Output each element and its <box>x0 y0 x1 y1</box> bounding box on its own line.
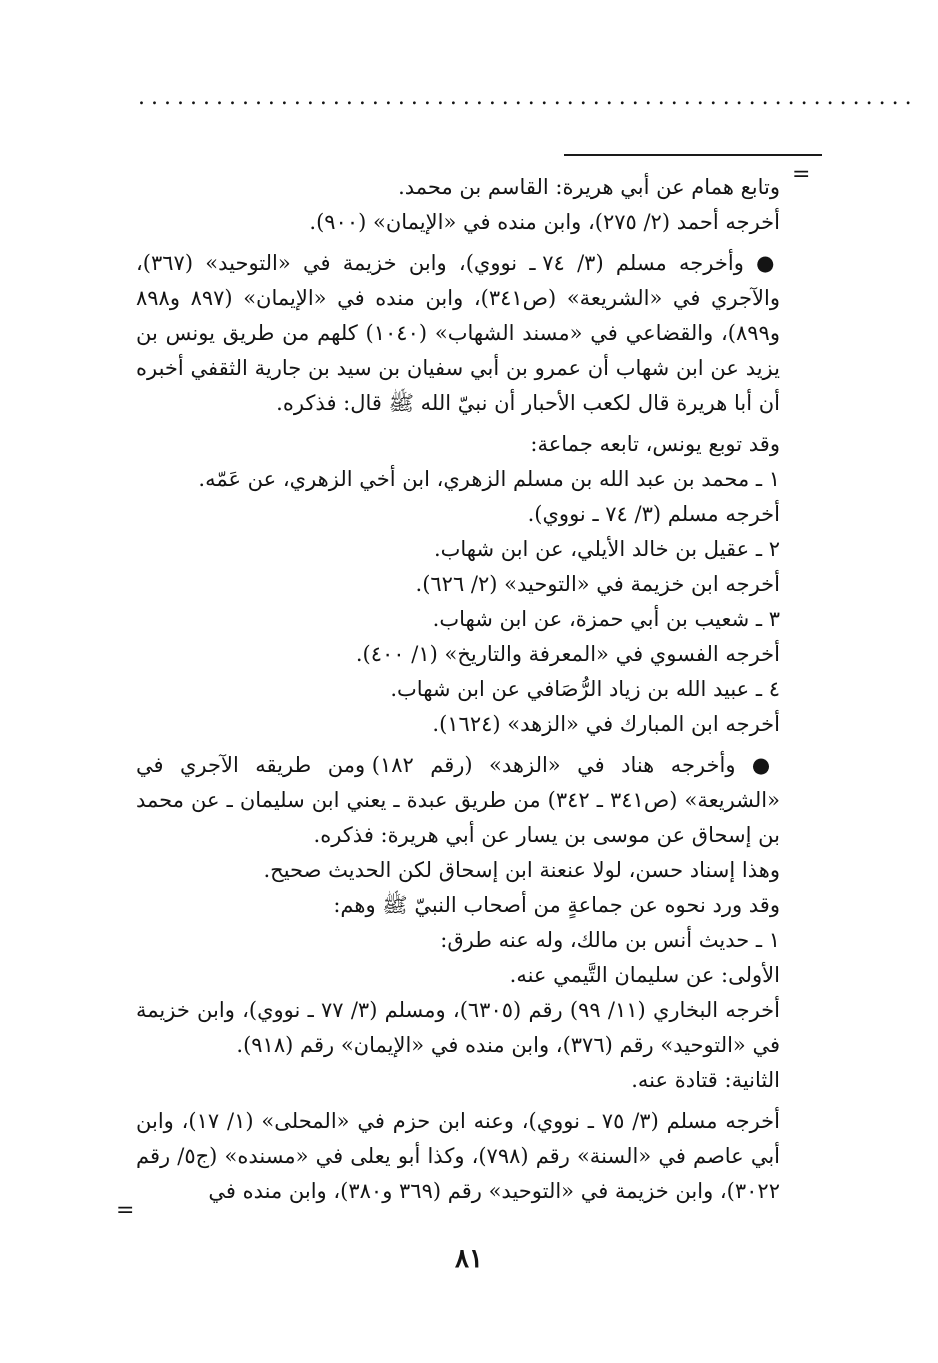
paragraph: أخرجه مسلم (٣/ ٧٤ ـ نووي). <box>527 502 780 526</box>
continuation-mark-bottom: = <box>116 1198 135 1223</box>
paragraph: أخرجه ابن المبارك في «الزهد» (١٦٢٤). <box>432 712 780 736</box>
paragraph: الثانية: قتادة عنه. <box>631 1068 780 1092</box>
paragraph: وهذا إسناد حسن، لولا عنعنة ابن إسحاق لكن الحديث صحيح. <box>263 858 780 882</box>
list-item: ٣ ـ شعيب بن أبي حمزة، عن ابن شهاب. <box>432 607 780 631</box>
continuation-mark-top: = <box>792 162 811 187</box>
dotted-separator: ............................................................ <box>138 85 918 110</box>
paragraph: أخرجه البخاري (١١/ ٩٩) رقم (٦٣٠٥)، ومسلم (٣/ ٧٧ ـ نووي)، وابن خزيمة في «التوحيد» رقم (٣٧٦)، وابن منده في «الإيمان» رقم (٩١٨). <box>136 998 780 1057</box>
paragraph: وقد توبع يونس، تابعه جماعة: <box>530 432 780 456</box>
list-item: ١ ـ حديث أنس بن مالك، وله عنه طرق: <box>440 928 780 952</box>
paragraph: وتابع همام عن أبي هريرة: القاسم بن محمد. <box>398 175 780 199</box>
paragraph: أخرجه الفسوي في «المعرفة والتاريخ» (١/ ٤٠٠). <box>355 642 780 666</box>
paragraph: ● وأخرجه هناد في «الزهد» (رقم ١٨٢) ومن طريقه الآجري في «الشريعة» (ص٣٤١ ـ ٣٤٢) من طريق عبدة ـ يعني ابن سليمان ـ عن محمد بن إسحاق عن موسى بن يسار عن أبي هريرة: فذكره. <box>136 753 781 847</box>
paragraph: الأولى: عن سليمان التَّيمي عنه. <box>509 963 780 987</box>
paragraph: أخرجه مسلم (٣/ ٧٥ ـ نووي)، وعنه ابن حزم في «المحلى» (١/ ١٧)، وابن أبي عاصم في «السنة» رقم (٧٩٨)، وكذا أبو يعلى في «مسنده» (ج٥/ رقم ٣٠٢٢)، وابن خزيمة في «التوحيد» رقم (٣٦٩ و٣٨٠)، وابن منده في <box>136 1109 781 1203</box>
paragraph: ● وأخرجه مسلم (٣/ ٧٤ ـ نووي)، وابن خزيمة في «التوحيد» (٣٦٧)، والآجري في «الشريعة» (ص٣٤١)، وابن منده في «الإيمان» (٨٩٧ و٨٩٨ و٨٩٩)، والقضاعي في «مسند الشهاب» (١٠٤٠) كلهم من طريق يونس بن يزيد عن ابن شهاب أن عمرو بن أبي سفيان بن سيد بن جارية الثقفي أخبره أن أبا هريرة قال لكعب الأحبار أن نبيّ الله ﷺ قال: فذكره. <box>136 251 780 415</box>
page-number: ٨١ <box>455 1244 483 1274</box>
paragraph: أخرجه أحمد (٢/ ٢٧٥)، وابن منده في «الإيمان» (٩٠٠). <box>309 210 780 234</box>
footnote-rule <box>564 154 822 156</box>
list-item: ٤ ـ عبيد الله بن زياد الرُّصَافي عن ابن شهاب. <box>390 677 780 701</box>
footnote-body <box>136 170 780 1209</box>
paragraph: أخرجه ابن خزيمة في «التوحيد» (٢/ ٦٢٦). <box>415 572 780 596</box>
paragraph: وقد ورد نحوه عن جماعةٍ من أصحاب النبيّ ﷺ وهم: <box>333 893 780 917</box>
list-item: ٢ ـ عقيل بن خالد الأيلي، عن ابن شهاب. <box>433 537 780 561</box>
list-item: ١ ـ محمد بن عبد الله بن مسلم الزهري، ابن أخي الزهري، عن عَمّه. <box>198 467 780 491</box>
